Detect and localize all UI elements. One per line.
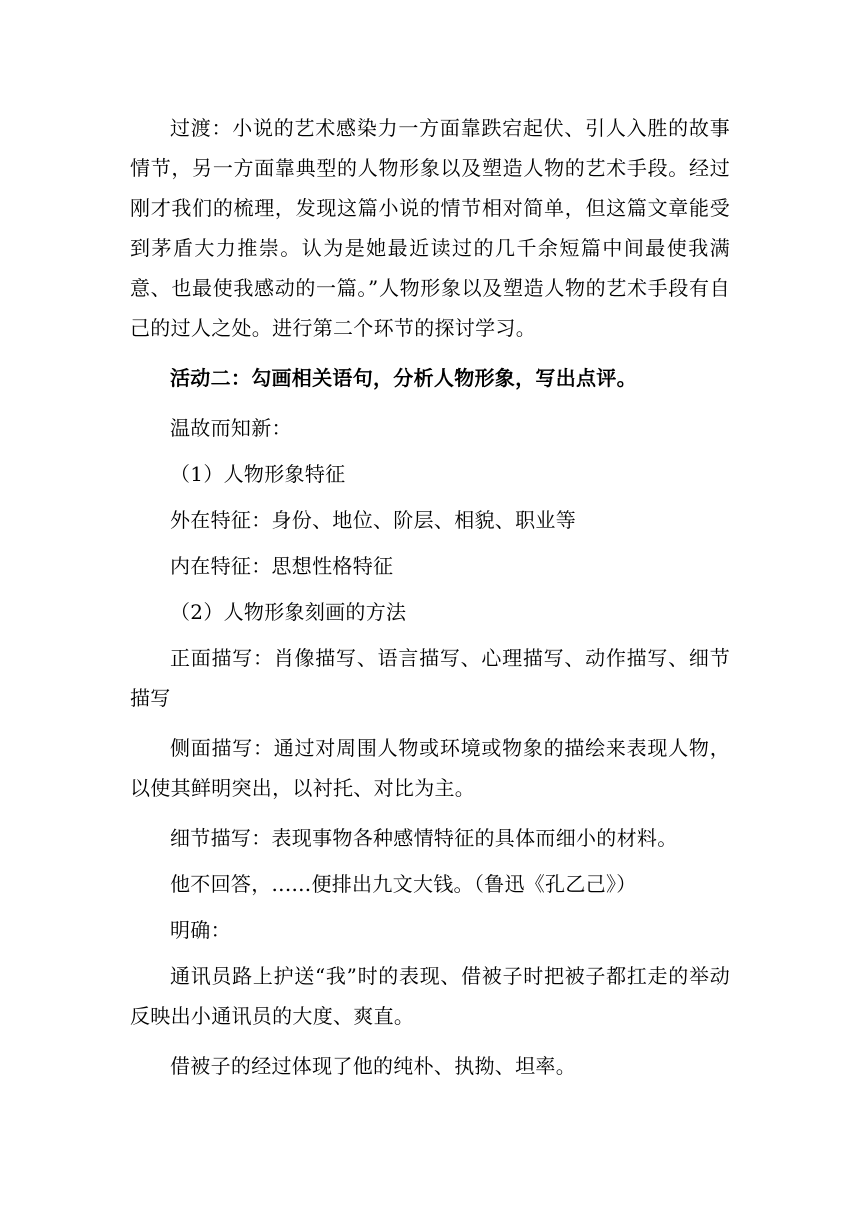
- paragraph-activity-two-heading: 活动二：勾画相关语句，分析人物形象，写出点评。: [170, 366, 637, 390]
- paragraph-detail-description: 细节描写：表现事物各种感情特征的具体而细小的材料。: [170, 826, 678, 850]
- paragraph-direct-description: 正面描写：肖像描写、语言描写、心理描写、动作描写、细节描写: [130, 646, 730, 710]
- document-body: [130, 108, 730, 1096]
- paragraph-transition: 过渡：小说的艺术感染力一方面靠跌宕起伏、引人入胜的故事情节，另一方面靠典型的人物形象以及塑造人物的艺术手段。经过刚才我们的梳理，发现这篇小说的情节相对简单，但这篇文章能受到茅盾大力推崇。认为是她最近读过的几千余短篇中间最使我满意、也最使我感动的一篇。”人物形象以及塑造人物的艺术手段有自己的过人之处。进行第二个环节的探讨学习。: [130, 116, 730, 340]
- paragraph-indirect-description: 侧面描写：通过对周围人物或环境或物象的描绘来表现人物，以使其鲜明突出，以衬托、对比为主。: [130, 736, 730, 800]
- paragraph-external-traits: 外在特征：身份、地位、阶层、相貌、职业等: [170, 508, 576, 532]
- paragraph-clarification-heading: 明确：: [170, 918, 231, 942]
- paragraph-review-heading: 温故而知新：: [170, 416, 292, 440]
- paragraph-example-quote: 他不回答，......便排出九文大钱。（鲁迅《孔乙己》）: [170, 872, 637, 896]
- paragraph-character-traits: （1）人物形象特征: [170, 462, 346, 486]
- paragraph-internal-traits: 内在特征：思想性格特征: [170, 554, 394, 578]
- paragraph-portrayal-methods: （2）人物形象刻画的方法: [170, 600, 407, 624]
- paragraph-quilt-analysis: 借被子的经过体现了他的纯朴、执拗、坦率。: [170, 1054, 576, 1078]
- paragraph-messenger-analysis: 通讯员路上护送“我”时的表现、借被子时把被子都扛走的举动反映出小通讯员的大度、爽直。: [130, 964, 730, 1028]
